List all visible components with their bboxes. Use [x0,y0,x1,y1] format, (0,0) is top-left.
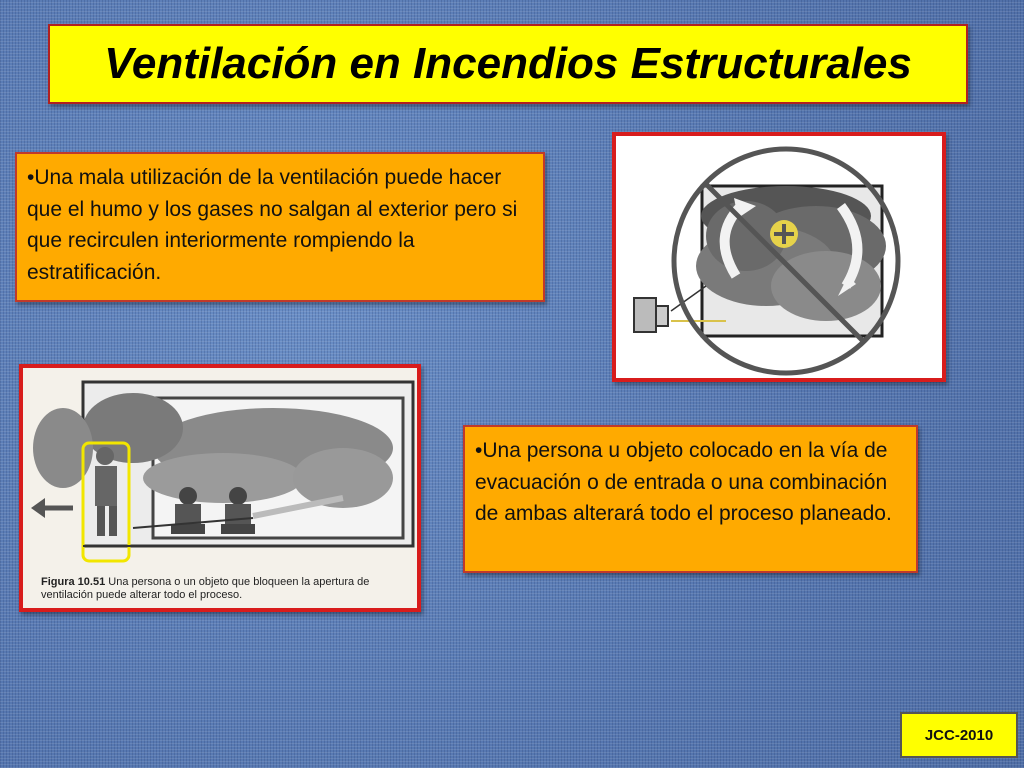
note-blocked-path-text: •Una persona u objeto colocado en la vía de evacuación o de entrada o una combinación de ambas alterará todo el proceso planeado. [475,439,892,525]
note-blocked-path [463,425,918,573]
footer-text: JCC-2010 [924,726,994,744]
title-banner [48,24,968,104]
illustration-blocked-opening [19,364,421,612]
figure-caption-text: Una persona o un objeto que bloqueen la apertura de ventilación puede alterar todo el proceso. [41,576,370,602]
note-bad-ventilation [15,152,545,302]
figure-label: Figura 10.51 [41,576,106,588]
footer-badge [900,712,1018,758]
smoke-recirculation-drawing [616,136,942,378]
figure-caption [41,576,411,602]
slide-title: Ventilación en Incendios Estructurales [104,39,912,88]
note-bad-ventilation-text: •Una mala utilización de la ventilación puede hacer que el humo y los gases no salgan al exterior pero si que recirculen interiormente rompiendo la estratificación. [27,166,518,284]
illustration-smoke-recirculation [612,132,946,382]
blocked-opening-drawing [23,368,417,608]
